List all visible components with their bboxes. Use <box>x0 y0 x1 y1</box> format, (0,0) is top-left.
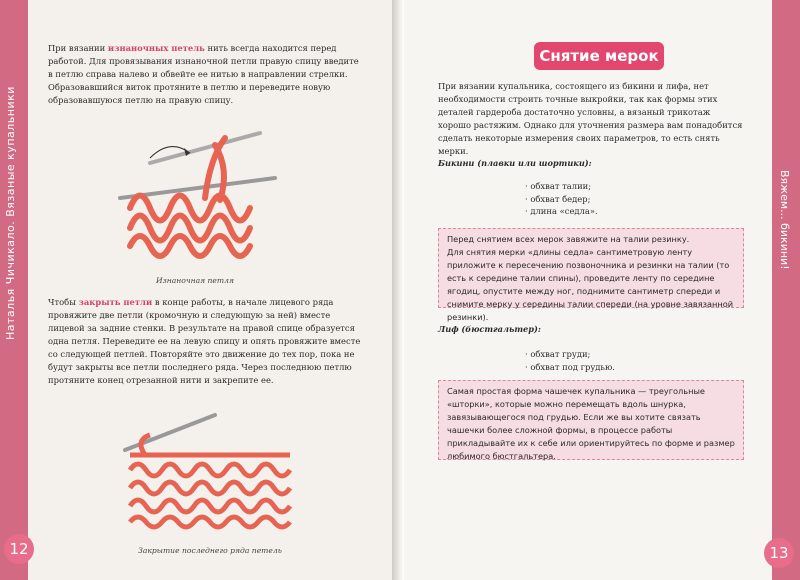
cup-shape-note-box <box>438 380 744 460</box>
purl-stitch-term: изнаночных петель <box>107 43 205 53</box>
bind-off-term: закрыть петли <box>78 297 153 307</box>
list-item: · обхват груди; <box>525 348 685 361</box>
purl-stitch-paragraph: При вязании изнаночных петель нить всегда находится перед работой. Для провязывания изнаночной петли правую спицу введите в петлю справа налево и обвейте ее нитью в направлении стрелки. Образовавшийся виток протяните в петлю и переведите новую образовавшуюся петлю на правую спицу. <box>48 43 359 105</box>
bind-off-caption: Закрытие последнего ряда петель <box>138 546 282 555</box>
list-item: · обхват бедер; <box>525 193 685 206</box>
purl-stitch-caption: Изнаночная петля <box>155 276 234 285</box>
waist-band-note-box <box>438 228 744 322</box>
bikini-heading: Бикини (плавки или шортики): <box>438 158 592 168</box>
purl-stitch-illustration <box>110 128 280 268</box>
left-side-title: Наталья Чичикало. Вязаные купальники <box>4 86 17 340</box>
bikini-measurements-list <box>525 180 685 218</box>
bind-off-paragraph: Чтобы закрыть петли в конце работы, в начале лицевого ряда провяжите две петли (кромочную и следующую за ней) вместе лицевой за задние стенки. В результате на правой спице образуется одна петля. Переведите ее на левую спицу и опять провяжите вместе со следующей петлей. Повторяйте это движение до тех пор, пока не будут закрыты все петли последнего ряда. Через последнюю петлю протяните конец отрезанной нити и закрепите ее. <box>48 297 361 385</box>
list-item: · обхват под грудью. <box>525 361 685 374</box>
bra-measurements-list <box>525 348 685 373</box>
right-side-strip <box>772 0 800 580</box>
left-side-strip <box>0 0 28 580</box>
list-item: · длина «седла». <box>525 205 685 218</box>
intro-paragraph: При вязании купальника, состоящего из бикини и лифа, нет необходимости строить точные выкройки, так как формы этих деталей гардероба достаточно условны, а вязаный трикотаж хорошо растяжим. Однако для уточнения размера вам понадобится сделать некоторые измерения своих параметров, то есть снять мерки. <box>438 81 743 156</box>
list-item: · обхват талии; <box>525 180 685 193</box>
bra-heading: Лиф (бюстгальтер): <box>438 324 541 334</box>
note-box-first-line: Перед снятием всех мерок завяжите на талии резинку. <box>447 234 690 244</box>
bind-off-illustration <box>120 410 300 535</box>
page-title: Снятие мерок <box>534 42 664 70</box>
note-box-body: Для снятия мерки «длины седла» сантиметровую ленту приложите к пересечению позвоночника и резинки на талии (то есть к середине талии спины), проведите ленту по середине ягодиц, опустите между ног, поднимите сантиметр спереди и снимите мерку у середины талии спереди (на уровне завязанной резинки). <box>447 247 734 322</box>
left-page <box>0 0 392 580</box>
left-page-number: 12 <box>4 534 34 564</box>
right-page-number: 13 <box>764 538 794 568</box>
right-side-title: Вяжем... бикини! <box>778 170 791 270</box>
note-box-body: Самая простая форма чашечек купальника — треугольные «шторки», которые можно перемещать вдоль шнурка, завязывающегося под грудью. Если же вы хотите связать чашечки более сложной формы, в процессе работы прикладывайте их к себе или ориентируйтесь по форме и размер любимого бюстгальтера. <box>447 386 735 461</box>
